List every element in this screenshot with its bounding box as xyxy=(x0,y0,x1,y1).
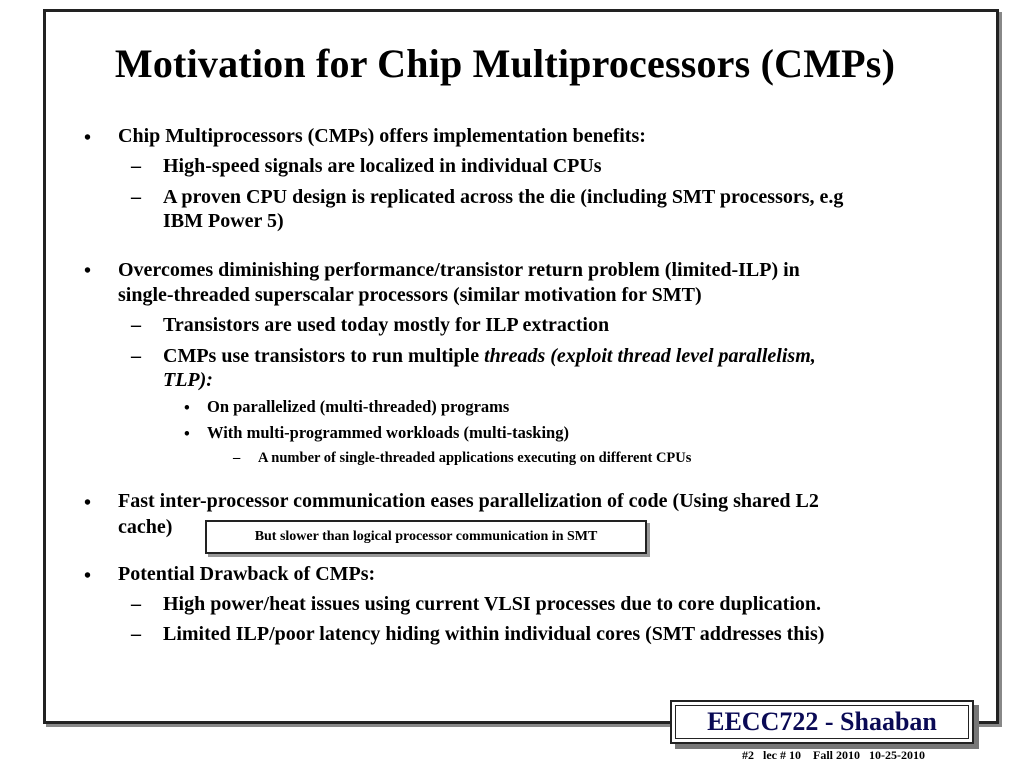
bullet-2-sub-2-line-2 xyxy=(163,369,213,392)
dash-marker: – xyxy=(131,186,141,208)
dash-marker: – xyxy=(131,593,141,615)
bullet-2-third-1: On parallelized (multi-threaded) programs xyxy=(207,397,510,416)
slide-footer xyxy=(742,748,925,763)
bullet-2-sub-2-plain: CMPs use transistors to run multiple xyxy=(163,345,485,367)
footer-lecture: lec # 10 xyxy=(763,748,801,762)
bullet-2-line-2: single-threaded superscalar processors (similar motivation for SMT) xyxy=(118,284,702,306)
bullet-2-fourth-1: A number of single-threaded applications executing on different CPUs xyxy=(258,450,692,466)
dash-marker: – xyxy=(233,450,241,466)
dash-marker: – xyxy=(131,345,141,367)
course-badge-label: EECC722 - Shaaban xyxy=(675,705,969,739)
bullet-2-third-2: With multi-programmed workloads (multi-tasking) xyxy=(207,423,569,442)
bullet-marker: • xyxy=(84,260,92,282)
dash-marker: – xyxy=(131,155,141,177)
bullet-marker: • xyxy=(184,398,190,417)
bullet-4-text: Potential Drawback of CMPs: xyxy=(118,563,376,585)
bullet-marker: • xyxy=(184,424,190,443)
bullet-marker: • xyxy=(84,565,92,587)
bullet-2-sub-2-italic: threads (exploit thread level parallelism, xyxy=(484,345,816,367)
bullet-1-sub-2-line-1: A proven CPU design is replicated across the die (including SMT processors, e.g xyxy=(163,186,844,208)
bullet-2-line-1: Overcomes diminishing performance/transistor return problem (limited-ILP) in xyxy=(118,259,800,281)
bullet-4-sub-1: High power/heat issues using current VLSI processes due to core duplication. xyxy=(163,593,822,615)
dash-marker: – xyxy=(131,314,141,336)
footer-date: 10-25-2010 xyxy=(869,748,925,762)
bullet-3-line-1: Fast inter-processor communication eases parallelization of code (Using shared L2 xyxy=(118,490,819,512)
slide-title: Motivation for Chip Multiprocessors (CMPs) xyxy=(114,41,896,86)
dash-marker: – xyxy=(131,623,141,645)
bullet-marker: • xyxy=(84,127,92,149)
bullet-3-line-2: cache) xyxy=(118,516,173,538)
footer-term: Fall 2010 xyxy=(813,748,860,762)
bullet-1-sub-2-line-2: IBM Power 5) xyxy=(163,210,284,232)
bullet-1-sub-1: High-speed signals are localized in individual CPUs xyxy=(163,155,602,177)
bullet-1-text: Chip Multiprocessors (CMPs) offers implementation benefits: xyxy=(118,125,646,147)
bullet-2-sub-2-line-1 xyxy=(163,345,816,368)
bullet-2-sub-1: Transistors are used today mostly for ILP extraction xyxy=(163,314,610,336)
course-badge xyxy=(670,700,974,744)
callout-note: But slower than logical processor communication in SMT xyxy=(205,520,647,554)
bullet-marker: • xyxy=(84,492,92,514)
bullet-2-sub-2-italic-2: TLP): xyxy=(163,369,213,391)
bullet-4-sub-2: Limited ILP/poor latency hiding within individual cores (SMT addresses this) xyxy=(163,623,825,645)
footer-slide-number: #2 xyxy=(742,748,754,762)
